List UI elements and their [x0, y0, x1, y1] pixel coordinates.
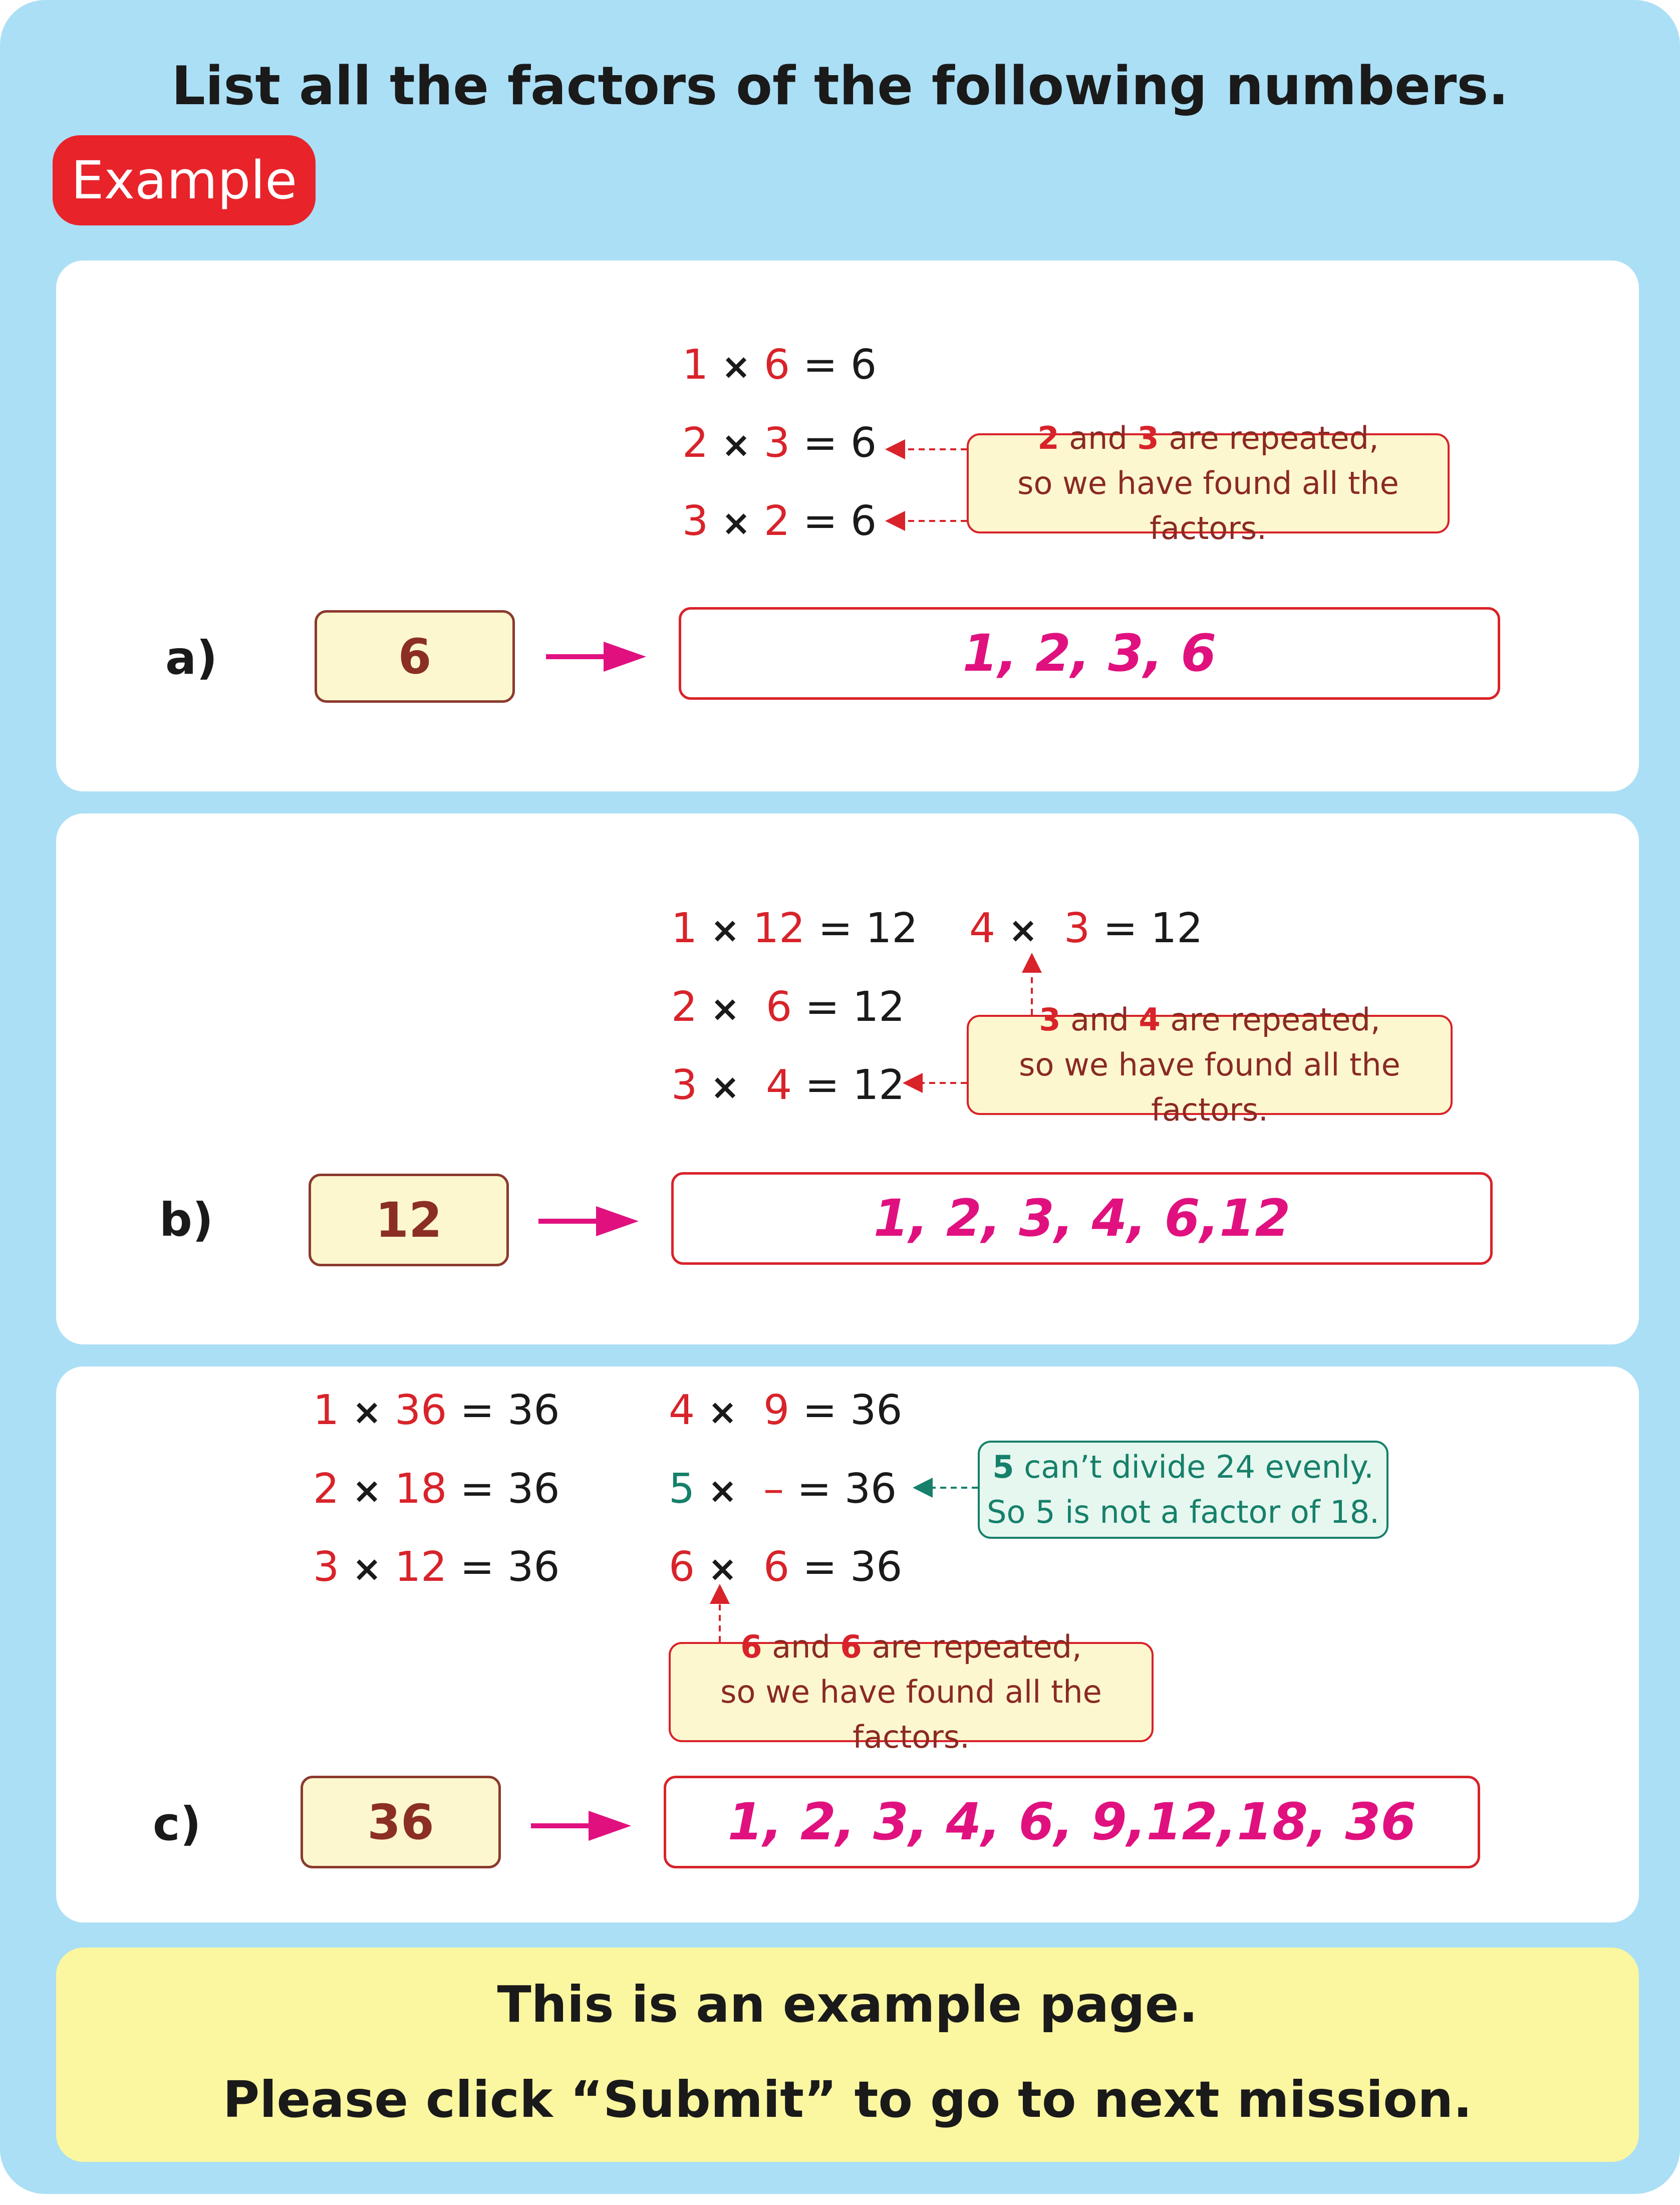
- answer-box-c: 1, 2, 3, 4, 6, 9,12,18, 36: [664, 1776, 1480, 1868]
- arrow-c: [531, 1811, 631, 1841]
- number-box-a: 6: [315, 610, 515, 703]
- equation-a-3: 3 × 2 = 6: [682, 497, 877, 545]
- equation-c-4: 4 × 9 = 36: [669, 1387, 903, 1434]
- equation-c-5: 5 × – = 36: [669, 1465, 897, 1513]
- equation-a-2: 2 × 3 = 6: [682, 419, 877, 467]
- note-repeated-c: 6 and 6 are repeated, so we have found all the factors.: [669, 1642, 1154, 1742]
- note-not-factor-c: 5 can’t divide 24 evenly. So 5 is not a factor of 18.: [978, 1441, 1388, 1539]
- note-repeated-a: 2 and 3 are repeated, so we have found all the factors.: [967, 433, 1450, 533]
- footer-line-1: This is an example page.: [497, 1975, 1198, 2034]
- equation-b-4: 4 × 3 = 12: [969, 905, 1203, 952]
- equation-c-1: 1 × 36 = 36: [313, 1387, 560, 1434]
- number-box-b: 12: [309, 1174, 509, 1266]
- number-box-c: 36: [301, 1776, 501, 1868]
- info-footer: [56, 1948, 1639, 2162]
- problem-label-b: b): [159, 1193, 213, 1247]
- page-title: List all the factors of the following numbers.: [171, 55, 1509, 117]
- equation-c-6: 6 × 6 = 36: [669, 1543, 903, 1591]
- answer-box-a: 1, 2, 3, 6: [679, 607, 1500, 700]
- example-badge: Example: [53, 135, 316, 225]
- arrow-a: [546, 642, 646, 672]
- equation-b-1: 1 × 12 = 12: [671, 905, 918, 952]
- problem-label-c: c): [153, 1797, 201, 1851]
- equation-b-3: 3 × 4 = 12: [671, 1061, 905, 1109]
- equation-c-2: 2 × 18 = 36: [313, 1465, 560, 1513]
- note-repeated-b: 3 and 4 are repeated, so we have found all the factors.: [967, 1015, 1453, 1115]
- footer-line-2: Please click “Submit” to go to next mission.: [222, 2070, 1473, 2129]
- equation-a-1: 1 × 6 = 6: [682, 341, 877, 389]
- problem-label-a: a): [165, 631, 218, 685]
- equation-c-3: 3 × 12 = 36: [313, 1543, 560, 1591]
- answer-box-b: 1, 2, 3, 4, 6,12: [671, 1172, 1493, 1265]
- arrow-b: [538, 1206, 639, 1236]
- equation-b-2: 2 × 6 = 12: [671, 983, 905, 1031]
